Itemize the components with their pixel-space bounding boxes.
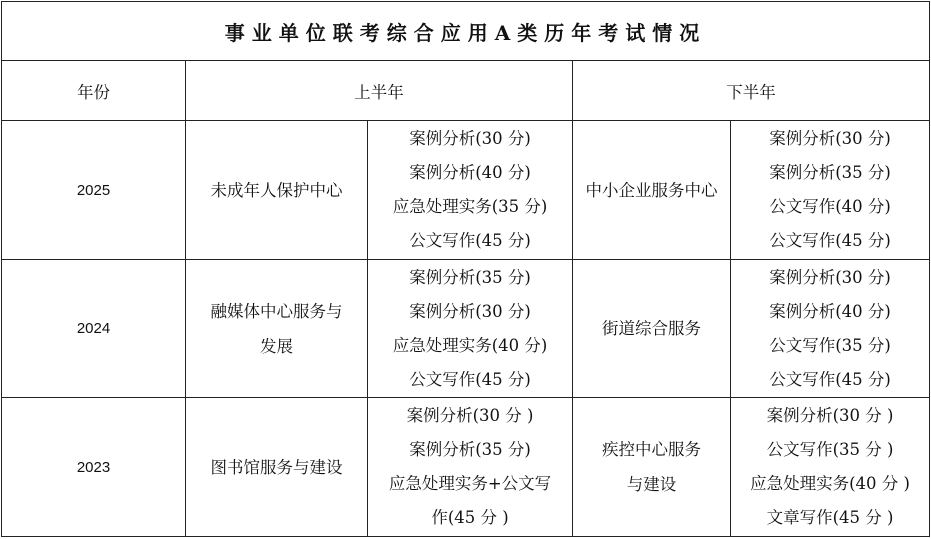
exam-item: 公文写作(35 分) [769,335,891,355]
exam-item: 应急处理实务(40 分 ) [750,474,910,494]
exam-item: 案例分析(30 分) [769,129,891,149]
exam-item: 案例分析(40 分) [409,163,531,183]
table-row [2,259,930,398]
topic-line: 发展 [260,336,293,356]
exam-item: 应急处理实务+公文写 [388,474,552,494]
first-half-topic-cell [186,398,368,537]
header-year: 年份 [2,61,186,121]
first-half-topic-cell [186,121,368,260]
second-half-items-cell [731,398,930,537]
exam-item: 公文写作(45 分) [769,369,891,389]
exam-item: 文章写作(45 分 ) [766,508,894,528]
exam-item: 应急处理实务(40 分) [392,335,548,355]
topic-line: 中小企业服务中心 [585,180,718,200]
topic-line: 疾控中心服务 [602,440,701,460]
table-title: 事业单位联考综合应用A类历年考试情况 [2,2,930,61]
first-half-items-cell [368,121,573,260]
exam-item: 公文写作(45 分) [409,231,531,251]
header-second-half: 下半年 [573,61,930,121]
exam-item: 案例分析(35 分) [769,163,891,183]
exam-item: 案例分析(30 分) [409,129,531,149]
exam-item: 案例分析(30 分 ) [406,406,534,426]
table-row [2,121,930,260]
second-half-topic-cell [573,121,731,260]
topic-line: 未成年人保护中心 [210,180,343,200]
exam-item: 公文写作(40 分) [769,197,891,217]
exam-item: 案例分析(35 分) [409,267,531,287]
exam-item: 案例分析(30 分) [409,301,531,321]
exam-item: 案例分析(35 分) [409,440,531,460]
first-half-items-cell [368,259,573,398]
header-first-half: 上半年 [186,61,573,121]
table-row [2,398,930,537]
exam-item: 作(45 分 ) [431,508,509,528]
second-half-items-cell [731,259,930,398]
year-cell: 2025 [2,121,186,260]
exam-item: 公文写作(35 分 ) [766,440,894,460]
topic-line: 融媒体中心服务与 [210,301,343,321]
topic-line: 与建设 [626,475,677,495]
exam-item: 案例分析(30 分 ) [766,406,894,426]
first-half-topic-cell [186,259,368,398]
second-half-items-cell [731,121,930,260]
exam-item: 案例分析(40 分) [769,301,891,321]
exam-item: 公文写作(45 分) [409,369,531,389]
first-half-items-cell [368,398,573,537]
year-cell: 2023 [2,398,186,537]
exam-item: 公文写作(45 分) [769,231,891,251]
header-row [2,61,930,121]
exam-item: 案例分析(30 分) [769,267,891,287]
year-cell: 2024 [2,259,186,398]
exam-item: 应急处理实务(35 分) [392,197,548,217]
second-half-topic-cell [573,398,731,537]
second-half-topic-cell [573,259,731,398]
exam-table [1,1,930,537]
topic-line: 图书馆服务与建设 [210,457,343,477]
topic-line: 街道综合服务 [602,319,701,339]
